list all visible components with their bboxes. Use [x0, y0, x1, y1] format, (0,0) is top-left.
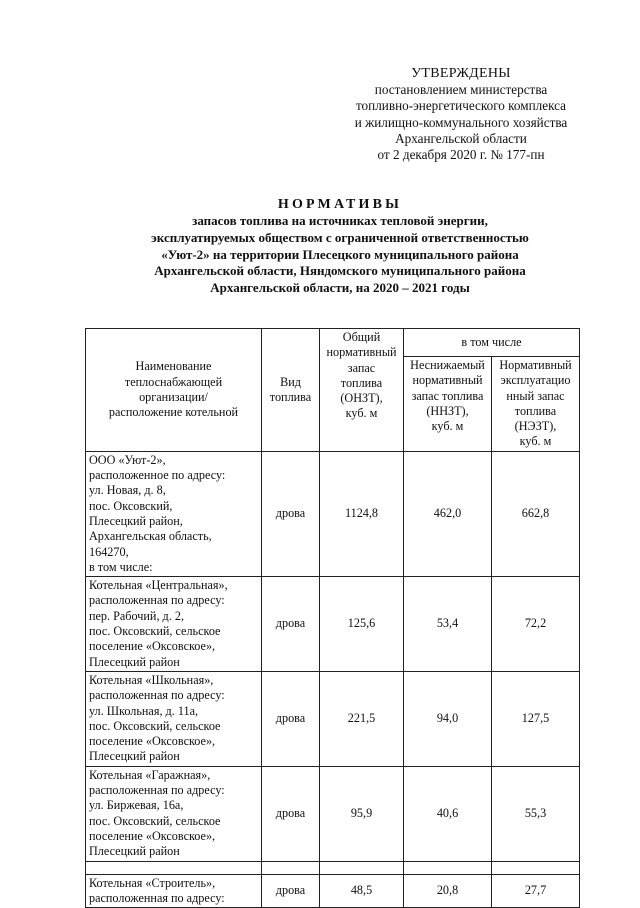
header-including: в том числе	[404, 329, 580, 357]
cell-total: 125,6	[320, 577, 404, 672]
cell-nnzt: 94,0	[404, 671, 492, 766]
title-line: эксплуатируемых обществом с ограниченной ответственностью	[151, 229, 529, 245]
approval-line: от 2 декабря 2020 г. № 177-пн	[377, 147, 545, 163]
header-org: Наименование теплоснабжающей организации/ расположение котельной	[86, 329, 262, 452]
table-row	[86, 577, 580, 672]
document-title	[60, 196, 620, 297]
cell-fuel: дрова	[262, 671, 320, 766]
cell-nezt: 72,2	[492, 577, 580, 672]
cell-nnzt: 53,4	[404, 577, 492, 672]
cell-nezt: 662,8	[492, 451, 580, 576]
cell-total: 1124,8	[320, 451, 404, 576]
approval-line: Архангельской области	[395, 130, 527, 146]
approval-line: постановлением министерства	[374, 82, 548, 98]
cell-nnzt: 462,0	[404, 451, 492, 576]
cell-total: 95,9	[320, 766, 404, 861]
cell-nezt: 55,3	[492, 766, 580, 861]
approval-block	[300, 66, 622, 163]
header-total: Общий нормативный запас топлива (ОНЗТ), куб. м	[320, 329, 404, 452]
title-main: НОРМАТИВЫ	[277, 197, 403, 212]
table-row	[86, 874, 580, 908]
approval-line: топливно-энергетического комплекса	[355, 98, 567, 114]
table-row	[86, 451, 580, 576]
header-nezt: Нормативный эксплуатацио нный запас топлива (НЭЗТ), куб. м	[492, 357, 580, 452]
table-row	[86, 766, 580, 861]
cell-org: Котельная «Центральная», расположенная по адресу: пер. Рабочий, д. 2, пос. Оксовский, сельское поселение «Оксовское», Плесецкий район	[86, 577, 262, 672]
table-row	[86, 671, 580, 766]
title-line: «Уют-2» на территории Плесецкого муниципального района	[161, 246, 519, 262]
title-line: запасов топлива на источниках тепловой энергии,	[192, 213, 488, 228]
norms-table	[85, 328, 580, 908]
cell-fuel: дрова	[262, 451, 320, 576]
cell-total: 48,5	[320, 874, 404, 908]
cell-org: ООО «Уют-2», расположенное по адресу: ул. Новая, д. 8, пос. Оксовский, Плесецкий район, Архангельская область, 164270, в том числе:	[86, 451, 262, 576]
cell-org: Котельная «Школьная», расположенная по адресу: ул. Школьная, д. 11а, пос. Оксовский, сельское поселение «Оксовское», Плесецкий район	[86, 671, 262, 766]
header-nnzt: Неснижаемый нормативный запас топлива (ННЗТ), куб. м	[404, 357, 492, 452]
cell-fuel: дрова	[262, 577, 320, 672]
cell-org: Котельная «Гаражная», расположенная по адресу: ул. Биржевая, 16а, пос. Оксовский, сельское поселение «Оксовское», Плесецкий район	[86, 766, 262, 861]
header-fuel: Вид топлива	[262, 329, 320, 452]
cell-fuel: дрова	[262, 766, 320, 861]
cell-fuel: дрова	[262, 874, 320, 908]
cell-nezt: 27,7	[492, 874, 580, 908]
row-gap	[86, 861, 580, 874]
approval-heading: УТВЕРЖДЕНЫ	[411, 66, 511, 81]
title-line: Архангельской области, Няндомского муниципального района	[154, 263, 526, 279]
cell-nezt: 127,5	[492, 671, 580, 766]
cell-org: Котельная «Строитель», расположенная по адресу:	[86, 874, 262, 908]
cell-total: 221,5	[320, 671, 404, 766]
approval-line: и жилищно-коммунального хозяйства	[354, 114, 568, 130]
title-line: Архангельской области, на 2020 – 2021 годы	[210, 280, 470, 296]
cell-nnzt: 40,6	[404, 766, 492, 861]
cell-nnzt: 20,8	[404, 874, 492, 908]
